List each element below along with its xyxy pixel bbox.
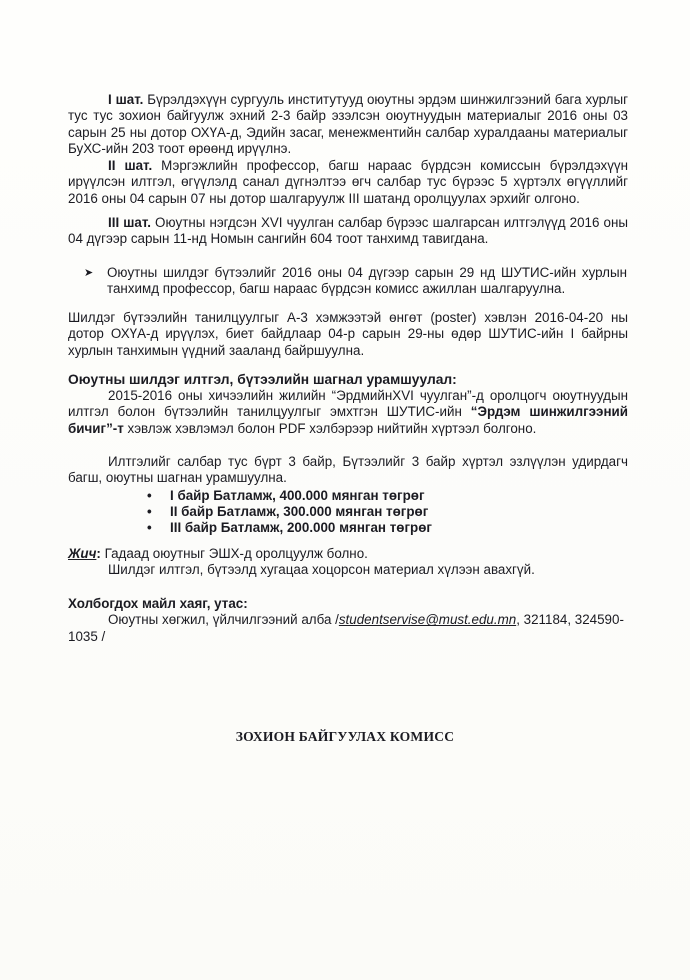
contact-block bbox=[68, 596, 628, 645]
note-line-1 bbox=[68, 546, 628, 562]
note-line-2: Шилдэг илтгэл, бүтээлд хугацаа хоцорсон материал хүлээн авахгүй. bbox=[108, 562, 535, 578]
note-label: Жич bbox=[68, 546, 97, 561]
contact-suffix: , 321184, 324590-1035 / bbox=[68, 612, 624, 644]
contact-heading: Холбогдох майл хаяг, утас: bbox=[68, 596, 248, 611]
organizing-committee-signature: ЗОХИОН БАЙГУУЛАХ КОМИСС bbox=[235, 729, 455, 744]
contact-line bbox=[68, 612, 628, 645]
contact-prefix: Оюутны хөгжил, үйлчилгээний алба / bbox=[108, 612, 339, 628]
award-item-2: • II байр Батламж, 300.000 мянган төгрөг bbox=[145, 504, 545, 520]
awards-heading: Оюутны шилдэг илтгэл, бүтээлийн шагнал урамшуулал: bbox=[68, 372, 457, 387]
email-link[interactable]: studentservise@must.edu.mn bbox=[338, 612, 517, 628]
stage-3-label: III шат. bbox=[108, 215, 151, 230]
poster-paragraph: Шилдэг бүтээлийн танилцуулгыг А-3 хэмжээтэй өнгөт (poster) хэвлэн 2016-04-20 ны дотор ОХҮА-д ирүүлэх, биет байдлаар 04-р сарын 29-ны өдөр ШУТИС-ийн I байрны хурлын танхимын үүдний зааланд байршуулна. bbox=[68, 310, 628, 358]
awards-para1-end: хэвлэж хэвлэмэл болон PDF хэлбэрээр нийтийн хүртээл болгоно. bbox=[123, 420, 537, 436]
arrow-bullet-text: Оюутны шилдэг бүтээлийг 2016 оны 04 дүгээр сарын 29 нд ШУТИС-ийн хурлын танхимд профессор, багш нараас бүрдсэн комисс ажиллан шалгаруулна. bbox=[107, 265, 627, 297]
stage-2-label: II шат. bbox=[108, 158, 153, 173]
awards-para1-start: 2015-2016 оны хичээлийн жилийн “ЭрдмийнXVI чуулган”-д оролцогч оюутнуудын илтгэл болон бүтээлийн танилцуулгыг эмхтгэн ШУТИС-ийн bbox=[68, 388, 628, 420]
awards-paragraph-2: Илтгэлийг салбар тус бүрт 3 байр, Бүтээлийг 3 байр хүртэл эзлүүлэн удирдагч багш, оюутны шагнан урамшуулна. bbox=[68, 454, 628, 486]
note-block bbox=[68, 546, 628, 579]
award-list bbox=[145, 488, 545, 535]
stage-1-paragraph bbox=[68, 92, 628, 158]
stage-1-text: Бүрэлдэхүүн сургууль институтууд оюутны эрдэм шинжилгээний бага хурлыг тус тус зохион байгуулж эхний 2-3 байр эзэлсэн оюутнуудын материалыг 2016 оны 03 сарын 25 ны дотор ОХҮА-д, Эдийн засаг, менежментийн салбар хуралдааны материалыг БуХС-ийн 203 тоот өрөөнд ирүүлнэ. bbox=[68, 92, 628, 157]
award-item-3: • III байр Батламж, 200.000 мянган төгрөг bbox=[145, 520, 545, 536]
stage-2-text: Мэргэжлийн профессор, багш нараас бүрдсэн комиссын бүрэлдэхүүн ирүүлсэн илтгэл, өгүүлэлд санал дүгнэлтээ өгч салбар тус бүрээс 5 хүртэлх өгүүллийг 2016 оны 04 сарын 07 ны дотор шалгаруулж III шатанд оролцуулах эрхийг олгоно. bbox=[68, 158, 628, 206]
note-colon: : bbox=[96, 546, 101, 561]
arrow-bullet-icon: ➤ bbox=[84, 267, 94, 279]
journal-name: “Эрдэм шинжилгээний бичиг”-т bbox=[68, 404, 628, 436]
stage-3-text: Оюутны нэгдсэн XVI чуулган салбар бүрээс шалгарсан илтгэлүүд 2016 оны 04 дүгээр сарын 11-нд Номын сангийн 604 тоот танхимд тавигдана. bbox=[68, 215, 629, 247]
award-item-1: • I байр Батламж, 400.000 мянган төгрөг bbox=[145, 488, 545, 504]
stage-1-label: I шат. bbox=[108, 92, 144, 107]
stage-3-paragraph bbox=[68, 215, 628, 248]
stage-2-paragraph bbox=[68, 158, 628, 207]
note-text-1: Гадаад оюутныг ЭШХ-д оролцуулж болно. bbox=[100, 546, 368, 561]
awards-paragraph-1 bbox=[68, 388, 628, 437]
